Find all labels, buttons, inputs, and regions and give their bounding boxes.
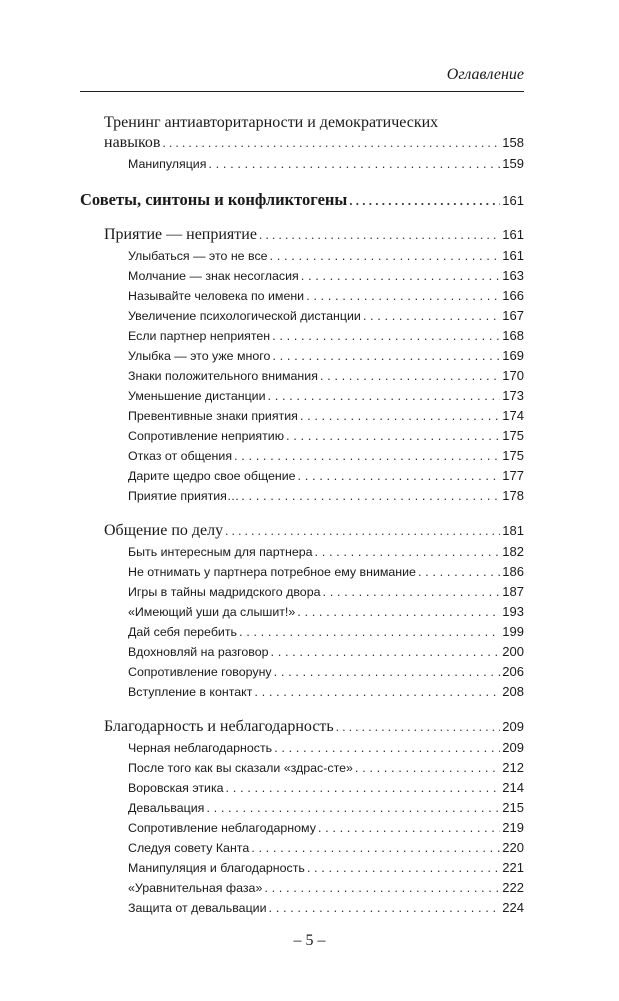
toc-subentry [80, 348, 524, 368]
table-of-contents [80, 114, 524, 920]
toc-entry-page: 182 [502, 544, 524, 559]
toc-entry-title: Сопротивление говоруну [128, 665, 272, 679]
toc-subentry [80, 248, 524, 268]
toc-entry-title: навыков [104, 134, 161, 151]
toc-entry-title: Не отнимать у партнера потребное ему внимание [128, 565, 416, 579]
toc-entry-page: 224 [502, 900, 524, 915]
dot-leader [307, 860, 500, 875]
dot-leader [271, 644, 501, 659]
dot-leader [318, 820, 500, 835]
toc-entry-page: 161 [502, 227, 524, 242]
toc-entry-title: Называйте человека по имени [128, 289, 305, 303]
toc-entry-title: Молчание — знак несогласия [128, 269, 299, 283]
toc-subentry [80, 468, 524, 488]
toc-section-entry [80, 226, 524, 248]
dot-leader [306, 288, 500, 303]
toc-entry-title: Приятие — неприятие [104, 226, 257, 243]
toc-entry-title: Благодарность и неблагодарность [104, 718, 334, 735]
toc-entry-title: Защита от девальвации [128, 901, 267, 915]
toc-section-entry [80, 522, 524, 544]
toc-subentry [80, 156, 524, 176]
toc-entry-title: «Уравнительная фаза» [128, 881, 263, 895]
running-head: Оглавление [446, 66, 524, 83]
toc-subentry [80, 740, 524, 760]
toc-subentry [80, 840, 524, 860]
toc-entry-page: 170 [502, 368, 524, 383]
dot-leader [234, 448, 500, 463]
toc-entry-page: 169 [502, 348, 524, 363]
dot-leader [270, 248, 501, 263]
dot-leader [300, 408, 500, 423]
toc-subentry [80, 564, 524, 584]
toc-entry-page: 175 [502, 428, 524, 443]
toc-entry-title: Если партнер неприятен [128, 329, 271, 343]
toc-entry-page: 161 [502, 248, 524, 263]
page-number: – 5 – [293, 932, 326, 949]
toc-subentry [80, 860, 524, 880]
dot-leader [355, 760, 500, 775]
toc-subentry [80, 488, 524, 508]
toc-chapter-entry [80, 190, 524, 214]
dot-leader [274, 740, 500, 755]
dot-leader [254, 684, 500, 699]
toc-subentry [80, 684, 524, 704]
toc-entry-title: Манипуляция [128, 157, 207, 171]
toc-subentry [80, 820, 524, 840]
toc-entry-page: 199 [502, 624, 524, 639]
toc-entry-title: Приятие приятия… [128, 489, 240, 503]
toc-subentry [80, 644, 524, 664]
dot-leader [349, 193, 500, 209]
toc-entry-page: 174 [502, 408, 524, 423]
toc-entry-title: Улыбка — это уже много [128, 349, 271, 363]
toc-entry-title: Превентивные знаки приятия [128, 409, 298, 423]
toc-entry-title: Воровская этика [128, 781, 224, 795]
toc-entry-title: Общение по делу [104, 522, 224, 539]
toc-subentry [80, 664, 524, 684]
dot-leader [208, 156, 500, 171]
dot-leader [226, 780, 501, 795]
toc-entry-page: 186 [502, 564, 524, 579]
toc-subentry [80, 780, 524, 800]
dot-leader [286, 428, 500, 443]
toc-entry-title: Вступление в контакт [128, 685, 253, 699]
dot-leader [259, 227, 500, 243]
toc-entry-title: «Имеющий уши да слышит!» [128, 605, 296, 619]
toc-entry-page: 222 [502, 880, 524, 895]
dot-leader [322, 584, 500, 599]
toc-entry-title: Сопротивление неприятию [128, 429, 285, 443]
toc-subentry [80, 268, 524, 288]
toc-subentry [80, 604, 524, 624]
toc-subentry [80, 388, 524, 408]
dot-leader [301, 268, 501, 283]
toc-entry-page: 166 [502, 288, 524, 303]
toc-subentry [80, 328, 524, 348]
toc-subentry [80, 584, 524, 604]
toc-chapter-title: Советы, синтоны и конфликтогены [80, 190, 348, 209]
toc-entry-title: Сопротивление неблагодарному [128, 821, 316, 835]
toc-entry-page: 178 [502, 488, 524, 503]
toc-entry-page: 193 [502, 604, 524, 619]
toc-entry-title: Игры в тайны мадридского двора [128, 585, 321, 599]
toc-subentry [80, 624, 524, 644]
dot-leader [264, 880, 500, 895]
toc-entry-title: Увеличение психологической дистанции [128, 309, 361, 323]
toc-entry-page: 219 [502, 820, 524, 835]
dot-leader [268, 388, 501, 403]
toc-entry-page: 177 [502, 468, 524, 483]
toc-entry-title: Дай себя перебить [128, 625, 237, 639]
dot-leader [251, 840, 500, 855]
toc-entry-title: Вдохновляй на разговор [128, 645, 269, 659]
toc-subentry [80, 544, 524, 564]
toc-entry-page: 159 [502, 156, 524, 171]
toc-entry-page: 215 [502, 800, 524, 815]
toc-entry-page: 220 [502, 840, 524, 855]
toc-entry-title: После того как вы сказали «здрас-сте» [128, 761, 353, 775]
toc-intro-entry [80, 134, 524, 156]
toc-entry-title: Отказ от общения [128, 449, 233, 463]
toc-subentry [80, 428, 524, 448]
toc-subentry [80, 408, 524, 428]
dot-leader [269, 900, 501, 915]
toc-intro-title-line1: Тренинг антиавторитарности и демократических [104, 114, 439, 131]
toc-entry-title: Черная неблагодарность [128, 741, 273, 755]
toc-entry-page: 208 [502, 684, 524, 699]
toc-entry-page: 209 [502, 719, 524, 734]
dot-leader [418, 564, 500, 579]
toc-entry-page: 200 [502, 644, 524, 659]
toc-chapter-page: 161 [502, 193, 524, 208]
header-rule [80, 91, 524, 92]
dot-leader [239, 624, 500, 639]
toc-entry-page: 173 [502, 388, 524, 403]
toc-entry-title: Дарите щедро свое общение [128, 469, 296, 483]
toc-subentry [80, 880, 524, 900]
toc-entry-title: Знаки положительного внимания [128, 369, 318, 383]
toc-entry-page: 175 [502, 448, 524, 463]
dot-leader [206, 800, 500, 815]
toc-entry-page: 167 [502, 308, 524, 323]
toc-entry-page: 163 [502, 268, 524, 283]
toc-entry-page: 181 [502, 523, 524, 538]
toc-subentry [80, 760, 524, 780]
toc-entry-title: Уменьшение дистанции [128, 389, 266, 403]
toc-subentry [80, 448, 524, 468]
toc-entry-title: Девальвация [128, 801, 205, 815]
dot-leader [274, 664, 501, 679]
toc-subentry [80, 900, 524, 920]
toc-section-entry [80, 718, 524, 740]
dot-leader [298, 468, 501, 483]
dot-leader [315, 544, 501, 559]
dot-leader [225, 523, 500, 539]
toc-entry-page: 168 [502, 328, 524, 343]
toc-subentry [80, 288, 524, 308]
toc-entry-page: 158 [502, 135, 524, 150]
toc-entry-title: Манипуляция и благодарность [128, 861, 305, 875]
dot-leader [336, 719, 501, 735]
dot-leader [363, 308, 500, 323]
toc-entry-title: Быть интересным для партнера [128, 545, 313, 559]
dot-leader [320, 368, 500, 383]
dot-leader [241, 488, 500, 503]
dot-leader [297, 604, 500, 619]
toc-entry-page: 214 [502, 780, 524, 795]
toc-entry-page: 209 [502, 740, 524, 755]
toc-entry-page: 187 [502, 584, 524, 599]
dot-leader [162, 135, 500, 151]
toc-entry-title: Улыбаться — это не все [128, 249, 268, 263]
toc-subentry [80, 308, 524, 328]
toc-entry-title: Следуя совету Канта [128, 841, 250, 855]
toc-entry-page: 206 [502, 664, 524, 679]
dot-leader [272, 348, 500, 363]
toc-entry-page: 212 [502, 760, 524, 775]
toc-subentry [80, 800, 524, 820]
toc-subentry [80, 368, 524, 388]
dot-leader [272, 328, 500, 343]
toc-entry-page: 221 [502, 860, 524, 875]
